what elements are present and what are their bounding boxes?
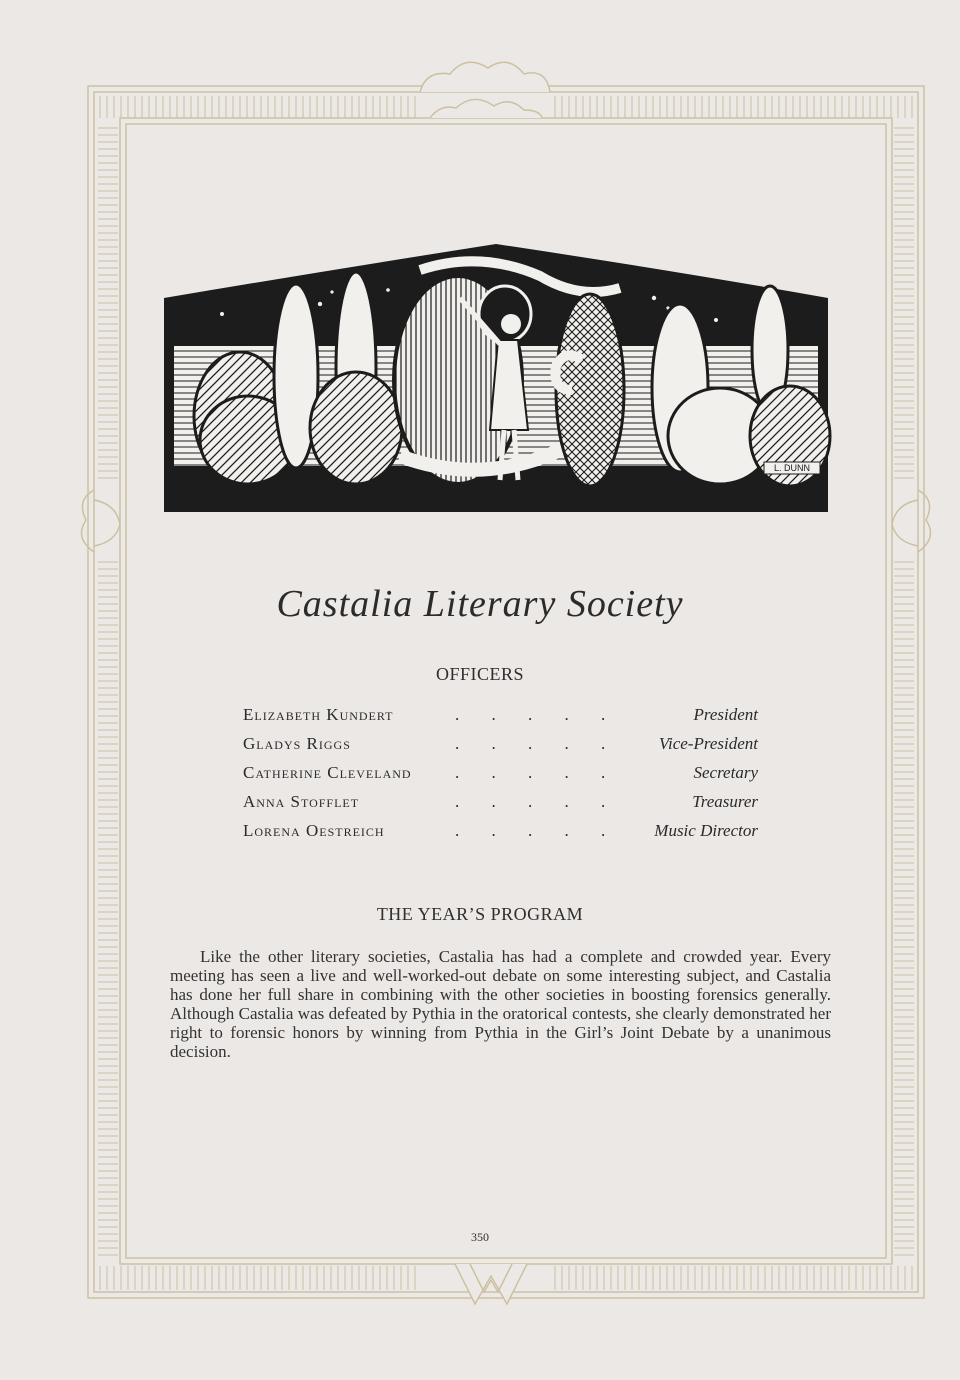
officer-name: Gladys Riggs	[243, 734, 351, 753]
officer-name: Anna Stofflet	[243, 792, 360, 811]
page-title: Castalia Literary Society	[276, 583, 684, 625]
page-number: 350	[471, 1230, 489, 1244]
officers-heading: OFFICERS	[435, 664, 525, 684]
leader-dots: . . . . .	[455, 821, 606, 840]
officer-title: Secretary	[693, 763, 758, 782]
leader-dots: . . . . .	[455, 763, 606, 782]
officer-title: Vice-President	[658, 734, 758, 753]
castalia-banner-illustration	[160, 240, 832, 516]
officer-row	[243, 792, 763, 821]
officer-title: Treasurer	[692, 792, 758, 811]
officer-name: Lorena Oestreich	[243, 821, 385, 840]
officer-title: Music Director	[654, 821, 758, 840]
officer-title: President	[693, 705, 758, 724]
officer-row	[243, 705, 763, 734]
officer-name: Catherine Cleveland	[243, 763, 412, 782]
officers-list	[243, 705, 763, 850]
officer-name: Elizabeth Kundert	[243, 705, 394, 724]
program-paragraph: Like the other literary societies, Castalia has had a complete and crowded year. Every meeting has seen a live and well-worked-out debate on some interesting subject, and Castalia has done her full share in combining with the other societies in boosting forensics generally. Although Castalia was defeated by Pythia in the oratorical contests, she clearly demonstrated her right to forensic honors by winning from Pythia in the Girl’s Joint Debate by a unanimous decision.	[170, 947, 831, 1061]
officer-row	[243, 763, 763, 792]
leader-dots: . . . . .	[455, 705, 606, 724]
illustrator-signature: L. DUNN	[773, 463, 811, 473]
leader-dots: . . . . .	[455, 792, 606, 811]
leader-dots: . . . . .	[455, 734, 606, 753]
officer-row	[243, 821, 763, 850]
officer-row	[243, 734, 763, 763]
program-heading: THE YEAR’S PROGRAM	[376, 904, 584, 924]
